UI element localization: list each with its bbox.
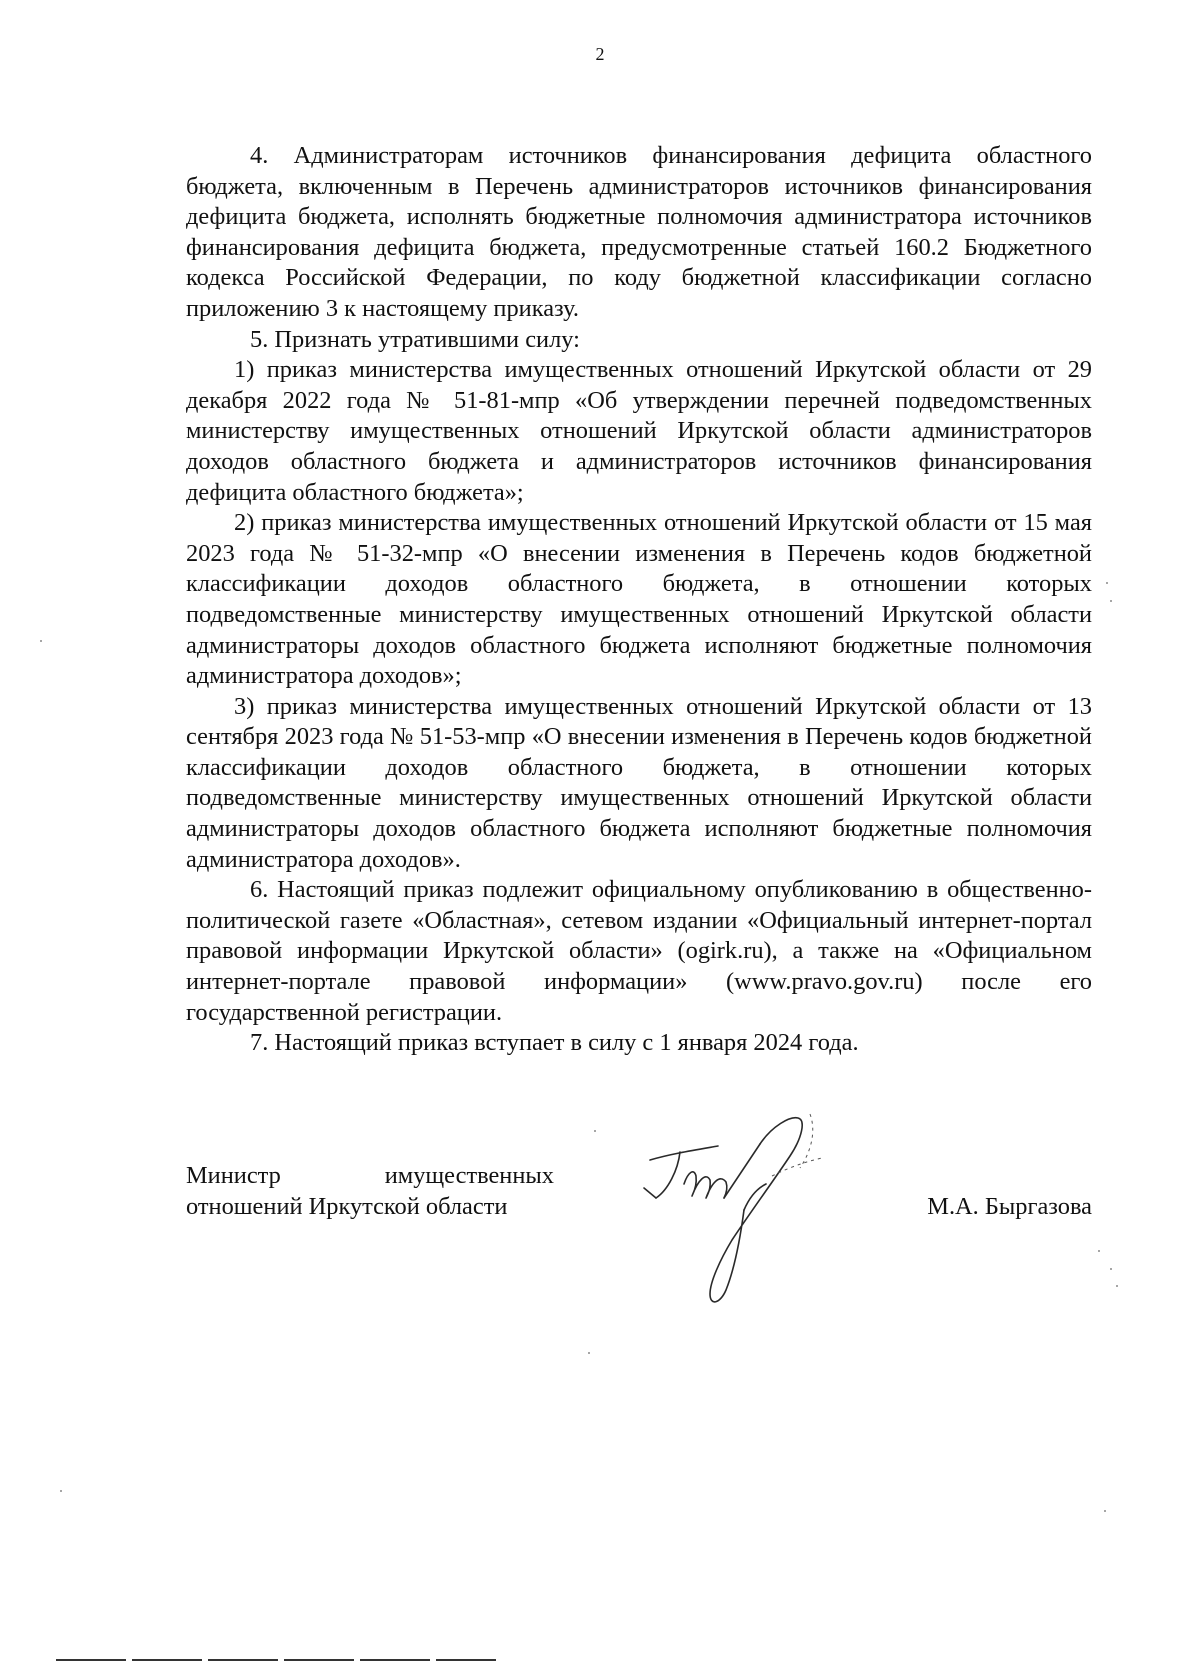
signatory-position bbox=[186, 1160, 554, 1222]
scan-speck bbox=[1110, 1268, 1112, 1270]
paragraph-5-item-2: 2) приказ министерства имущественных отношений Иркутской области от 15 мая 2023 года № 51-32-мпр «О внесении изменения в Перечень кодов бюджетной классификации доходов областного бюджета, в отношении которых подведомственные министерству имущественных отношений Иркутской области администраторы доходов областного бюджета исполняют бюджетные полномочия администратора доходов»; bbox=[186, 509, 1092, 690]
signatory-position-line-1: Министр имущественных bbox=[186, 1162, 554, 1189]
scan-speck bbox=[1104, 1510, 1106, 1512]
signatory-position-line-2: отношений Иркутской области bbox=[186, 1193, 508, 1220]
scan-speck bbox=[588, 1352, 590, 1354]
paragraph-5-item-1: 1) приказ министерства имущественных отношений Иркутской области от 29 декабря 2022 года № 51-81-мпр «Об утверждении перечней подведомственных министерству имущественных отношений Иркутской области администраторов доходов областного бюджета и администраторов источников финансирования дефицита областного бюджета»; bbox=[186, 356, 1092, 506]
scan-speck bbox=[594, 1130, 596, 1132]
paragraph-4: 4. Администраторам источников финансирования дефицита областного бюджета, включенным в Перечень администраторов источников финансирования дефицита бюджета, исполнять бюджетные полномочия администратора источников финансирования дефицита бюджета, предусмотренные статьей 160.2 Бюджетного кодекса Российской Федерации, по коду бюджетной классификации согласно приложению 3 к настоящему приказу. bbox=[186, 142, 1092, 322]
paragraph-5-item-3: 3) приказ министерства имущественных отношений Иркутской области от 13 сентября 2023 года № 51-53-мпр «О внесении изменения в Перечень кодов бюджетной классификации доходов областного бюджета, в отношении которых подведомственные министерству имущественных отношений Иркутской области администраторы доходов областного бюджета исполняют бюджетные полномочия администратора доходов». bbox=[186, 692, 1092, 873]
handwritten-signature bbox=[640, 1110, 840, 1320]
scan-speck bbox=[1110, 600, 1112, 602]
scan-speck bbox=[1116, 1285, 1118, 1287]
scan-speck bbox=[1098, 1250, 1100, 1252]
scan-speck bbox=[60, 1490, 62, 1492]
signature-block bbox=[186, 1160, 1092, 1280]
paragraph-7: 7. Настоящий приказ вступает в силу с 1 января 2024 года. bbox=[250, 1029, 859, 1057]
document-body bbox=[186, 141, 1092, 1059]
scan-speck bbox=[40, 640, 42, 642]
page-number: 2 bbox=[595, 44, 605, 64]
scan-edge-line bbox=[56, 1659, 496, 1661]
paragraph-6: 6. Настоящий приказ подлежит официальному опубликованию в общественно-политической газете «Областная», сетевом издании «Официальный интернет-портал правовой информации Иркутской области» (ogirk.ru), а также на «Официальном интернет-портале правовой информации» (www.pravo.gov.ru) после его государственной регистрации. bbox=[186, 876, 1092, 1026]
signatory-name: М.А. Быргазова bbox=[927, 1193, 1092, 1220]
scan-speck bbox=[1106, 582, 1108, 584]
paragraph-5: 5. Признать утратившими силу: bbox=[250, 325, 580, 353]
